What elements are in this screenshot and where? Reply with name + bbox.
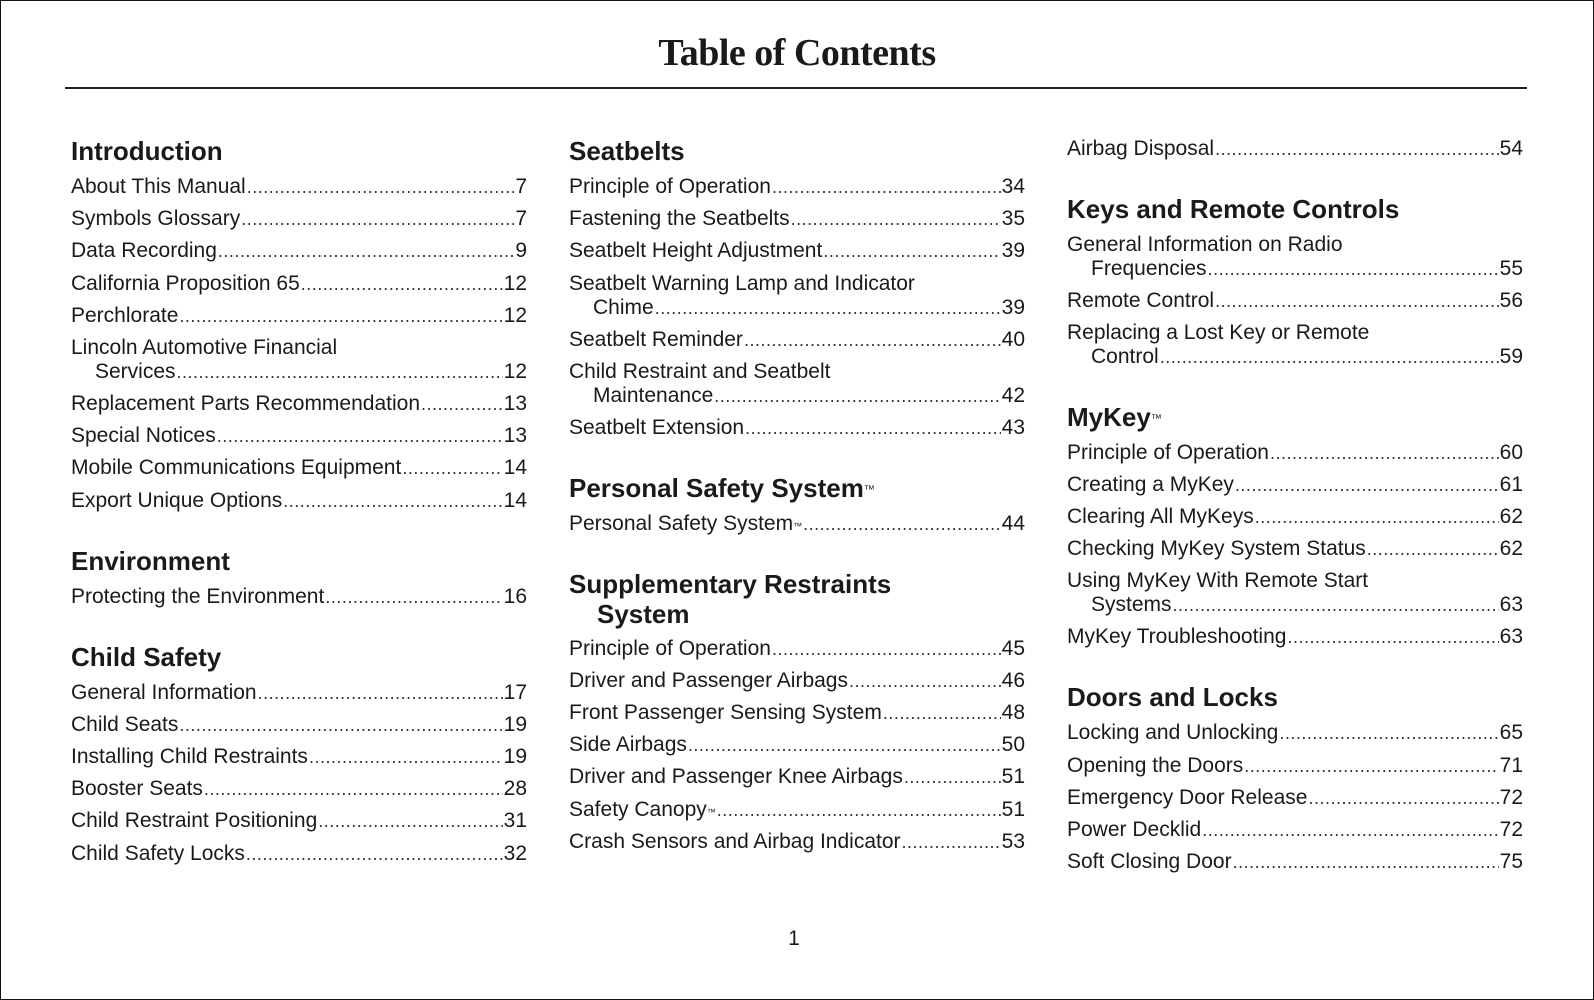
- toc-entry[interactable]: Special Notices ..... 13: [71, 424, 527, 448]
- toc-entry[interactable]: Driver and Passenger Knee Airbags ..... 51: [569, 765, 1025, 789]
- toc-entry[interactable]: Using MyKey With Remote Start Systems ..... 63: [1067, 569, 1523, 617]
- section-heading-supplementary-restraints-system: Supplementary Restraints System: [569, 569, 892, 629]
- toc-entry[interactable]: Principle of Operation ..... 60: [1067, 441, 1523, 465]
- toc-entry[interactable]: Export Unique Options ..... 14: [71, 489, 527, 513]
- section-heading-environment: Environment: [71, 546, 230, 576]
- toc-entry[interactable]: Seatbelt Warning Lamp and Indicator Chime ..... 39: [569, 272, 1025, 320]
- toc-entry[interactable]: Child Restraint and Seatbelt Maintenance ..... 42: [569, 360, 1025, 408]
- trademark-mark: ™: [1150, 413, 1162, 425]
- section-heading-introduction: Introduction: [71, 136, 223, 166]
- page-title: Table of Contents: [658, 32, 936, 74]
- toc-entry[interactable]: Seatbelt Extension ..... 43: [569, 416, 1025, 440]
- toc-entry[interactable]: Principle of Operation ..... 34: [569, 175, 1025, 199]
- toc-entry[interactable]: Data Recording ..... 9: [71, 239, 527, 263]
- toc-entry[interactable]: Principle of Operation ..... 45: [569, 637, 1025, 661]
- toc-entry[interactable]: General Information on Radio Frequencies ..... 55: [1067, 233, 1523, 281]
- toc-entry[interactable]: Opening the Doors ..... 71: [1067, 754, 1523, 778]
- toc-entry[interactable]: Mobile Communications Equipment ..... 14: [71, 456, 527, 480]
- section-heading-keys-and-remote-controls: Keys and Remote Controls: [1067, 194, 1400, 224]
- toc-entry[interactable]: Creating a MyKey ..... 61: [1067, 473, 1523, 497]
- toc-entry[interactable]: Fastening the Seatbelts ..... 35: [569, 207, 1025, 231]
- section-heading-personal-safety-system: Personal Safety System™: [569, 473, 875, 503]
- toc-entry[interactable]: Replacement Parts Recommendation ..... 13: [71, 392, 527, 416]
- trademark-mark: ™: [793, 521, 803, 531]
- toc-entry[interactable]: Locking and Unlocking ..... 65: [1067, 721, 1523, 745]
- toc-entry[interactable]: Crash Sensors and Airbag Indicator ..... 53: [569, 830, 1025, 854]
- trademark-mark: ™: [863, 484, 875, 496]
- toc-entry[interactable]: Symbols Glossary ..... 7: [71, 207, 527, 231]
- toc-entry[interactable]: Front Passenger Sensing System ..... 48: [569, 701, 1025, 725]
- title-divider: [65, 87, 1527, 89]
- toc-entry[interactable]: Driver and Passenger Airbags ..... 46: [569, 669, 1025, 693]
- toc-entry[interactable]: Emergency Door Release ..... 72: [1067, 786, 1523, 810]
- section-heading-seatbelts: Seatbelts: [569, 136, 685, 166]
- toc-entry[interactable]: Side Airbags ..... 50: [569, 733, 1025, 757]
- toc-entry[interactable]: Lincoln Automotive Financial Services ..... 12: [71, 336, 527, 384]
- toc-entry[interactable]: California Proposition 65 ..... 12: [71, 272, 527, 296]
- section-heading-doors-and-locks: Doors and Locks: [1067, 682, 1278, 712]
- toc-entry[interactable]: Soft Closing Door ..... 75: [1067, 850, 1523, 874]
- toc-entry[interactable]: Installing Child Restraints ..... 19: [71, 745, 527, 769]
- toc-entry[interactable]: Child Restraint Positioning ..... 31: [71, 809, 527, 833]
- toc-entry[interactable]: Seatbelt Reminder ..... 40: [569, 328, 1025, 352]
- toc-entry[interactable]: Booster Seats ..... 28: [71, 777, 527, 801]
- toc-entry[interactable]: Clearing All MyKeys ..... 62: [1067, 505, 1523, 529]
- toc-entry[interactable]: About This Manual ..... 7: [71, 175, 527, 199]
- toc-entry[interactable]: Child Safety Locks ..... 32: [71, 842, 527, 866]
- toc-entry[interactable]: Protecting the Environment ..... 16: [71, 585, 527, 609]
- toc-entry[interactable]: Remote Control ..... 56: [1067, 289, 1523, 313]
- toc-entry[interactable]: Power Decklid ..... 72: [1067, 818, 1523, 842]
- section-heading-child-safety: Child Safety: [71, 642, 222, 672]
- toc-entry[interactable]: General Information ..... 17: [71, 681, 527, 705]
- toc-entry[interactable]: Airbag Disposal ..... 54: [1067, 137, 1523, 161]
- toc-entry[interactable]: Checking MyKey System Status ..... 62: [1067, 537, 1523, 561]
- toc-entry[interactable]: Seatbelt Height Adjustment ..... 39: [569, 239, 1025, 263]
- section-heading-mykey: MyKey™: [1067, 402, 1162, 432]
- toc-entry[interactable]: Replacing a Lost Key or Remote Control ..... 59: [1067, 321, 1523, 369]
- page-number: 1: [788, 927, 800, 950]
- toc-entry[interactable]: Safety Canopy ™ ..... 51: [569, 798, 1025, 825]
- toc-entry[interactable]: Child Seats ..... 19: [71, 713, 527, 737]
- toc-entry[interactable]: MyKey Troubleshooting ..... 63: [1067, 625, 1523, 649]
- toc-entry[interactable]: Personal Safety System ™ ..... 44: [569, 512, 1025, 539]
- trademark-mark: ™: [706, 807, 716, 817]
- toc-entry[interactable]: Perchlorate ..... 12: [71, 304, 527, 328]
